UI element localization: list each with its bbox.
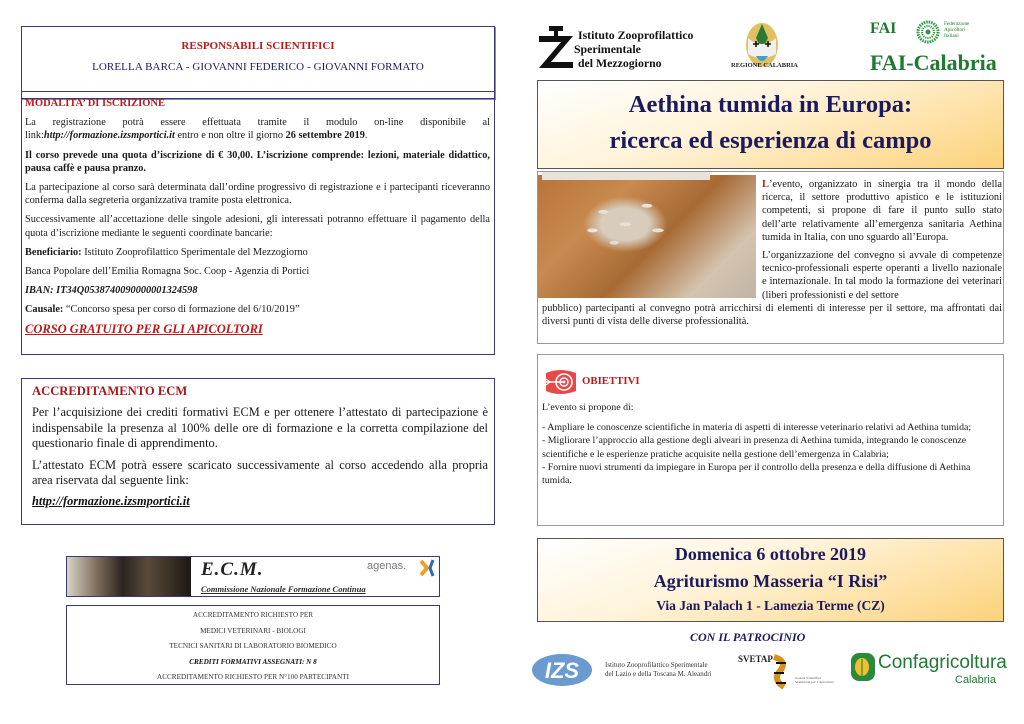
larvae-photo-frame: [542, 172, 710, 180]
ecm-banner: [66, 556, 440, 597]
fee-amount: € 30,00: [218, 149, 251, 161]
ecm-box: [21, 378, 495, 525]
title-box: [537, 80, 1004, 169]
fai-fed-line: Italiani: [944, 33, 959, 39]
obiettivi-list: [542, 421, 998, 487]
ecm-painting-image: [67, 557, 191, 596]
accr-line: ACCREDITAMENTO RICHIESTO PER N°100 PARTECIPANTI: [157, 673, 349, 682]
obiettivo-item: - Fornire nuovi strumenti da impiegare in Europa per il controllo della presenza e della diffusione di Aethina tumida.: [542, 461, 971, 487]
izs-lazio-logo-icon: [531, 652, 593, 688]
izs-mezzogiorno-name: [574, 28, 694, 70]
causale-label: Causale:: [25, 304, 64, 316]
intro-p1-text: ’evento, organizzato in sinergia tra il mondo della ricerca, il settore produttivo apistico e le istituzioni competenti, si propone di fare il punto sullo stato dell’arte relativamente all’emergenza sanitaria Aethina tumida in Italia, con uno sguardo all’Europa.: [762, 179, 1002, 243]
agenas-logo-icon: [419, 559, 437, 577]
svetap-sub-line: Veterinaria per l’Apicoltura: [795, 680, 834, 684]
confagricoltura-logo-icon: [850, 652, 876, 682]
confagricoltura-name: Confagricoltura: [878, 652, 1007, 673]
intro-p3: pubblico) partecipanti al convegno potrà arricchirsi di elementi di interesse per il settore, ma affrontati dai diversi punti di vista delle diverse professionalità.: [542, 303, 1002, 328]
intro-p2: L’organizzazione del convegno si avvale di competenze tecnico-professionali esperte operanti a livello nazionale e internazionale. In tal modo la formazione dei veterinari (liberi professionisti e del settore: [762, 250, 1002, 301]
fai-calabria-title: FAI-Calabria: [870, 50, 997, 75]
registration-deadline: 26 settembre 2019: [285, 130, 365, 142]
crediti-assegnati: CREDITI FORMATIVI ASSEGNATI: N 8: [189, 657, 317, 666]
ecm-heading: ACCREDITAMENTO ECM: [32, 384, 188, 398]
iban: IBAN: IT34Q0538740090000001324598: [25, 285, 198, 297]
svetap-name: SVETAP: [738, 654, 773, 664]
causale: [25, 303, 490, 316]
causale-value: “Concorso spesa per corso di formazione del 6/10/2019”: [63, 304, 300, 316]
obiettivi-heading: OBIETTIVI: [582, 375, 640, 387]
obiettivo-item: - Ampliare le conoscenze scientifiche in materia di aspetti di interesse veterinario relativi ad Aethina tumida;: [542, 422, 972, 433]
accr-line: TECNICI SANITARI DI LABORATORIO BIOMEDICO: [169, 642, 337, 651]
agenas-logo-text: agenas.: [367, 560, 407, 572]
iscrizione-p4: Successivamente all’accettazione delle singole adesioni, gli interessati potranno effettuare il pagamento della quota d’iscrizione mediante le seguenti coordinate bancarie:: [25, 214, 490, 239]
fai-ring-logo-icon: [916, 20, 940, 44]
svetap-sub-line: Società Scientifica: [795, 676, 822, 680]
obiettivo-item: - Migliorare l’approccio alla gestione degli alveari in presenza di Aethina tumida, integrando le conoscenze scientifiche e le esperienze pratiche acquisite nella gestione dell’emergenza in Calabria;: [542, 435, 967, 460]
fai-fed-line: Federazione: [944, 21, 970, 27]
iscrizione-box: [21, 91, 495, 355]
target-arrow-icon: [542, 367, 578, 397]
main-title-line2: ricerca ed esperienza di campo: [609, 127, 932, 154]
izs-lazio-line: del Lazio e della Toscana M. Aleandri: [605, 670, 712, 678]
responsabili-names: LORELLA BARCA - GIOVANNI FEDERICO - GIOVANNI FORMATO: [92, 61, 424, 73]
fai-fed-line: Apicoltori: [944, 27, 966, 33]
event-info-box: [537, 538, 1004, 622]
beneficiario-value: Istituto Zooprofilattico Sperimentale del Mezzogiorno: [81, 246, 308, 258]
event-address: Via Jan Palach 1 - Lamezia Terme (CZ): [656, 598, 885, 613]
patrocinio-heading: CON IL PATROCINIO: [690, 630, 806, 644]
obiettivi-intro: L’evento si propone di:: [542, 402, 634, 413]
accreditamento-box: [66, 605, 440, 685]
regione-calabria-label: REGIONE CALABRIA: [731, 62, 798, 69]
izs-line: Istituto Zooprofilattico: [578, 28, 694, 42]
izs-lazio-line: Istituto Zooprofilattico Sperimentale: [605, 661, 708, 669]
banca: Banca Popolare dell’Emilia Romagna Soc. Coop - Agenzia di Portici: [25, 266, 310, 278]
ecm-banner-title: E.C.M.: [201, 559, 264, 580]
iscrizione-p3: La partecipazione al corso sarà determinata dall’ordine progressivo di registrazione e i partecipanti riceveranno conferma dalla segreteria organizzativa tramite posta elettronica.: [25, 182, 490, 207]
iscrizione-heading: MODALITA’ DI ISCRIZIONE: [25, 98, 166, 109]
izs-lazio-name: [605, 661, 711, 679]
intro-p1: [762, 178, 1002, 244]
beneficiario-label: Beneficiario:: [25, 246, 82, 258]
iscrizione-p1-text: La registrazione potrà essere effettuata tramite il modulo on-line disponibile al link:: [25, 117, 490, 142]
responsabili-box: [21, 26, 495, 99]
svetap-bee-logo-icon: [770, 653, 790, 691]
izs-mezzogiorno-logo-icon: [537, 24, 575, 70]
beneficiario: [25, 246, 490, 259]
iscrizione-p1-mid: entro e non oltre il giorno: [174, 130, 286, 142]
svetap-subtitle: [795, 676, 834, 684]
responsabili-heading: RESPONSABILI SCIENTIFICI: [181, 40, 335, 52]
ecm-p1: Per l’acquisizione dei crediti formativi ECM e per ottenere l’attestato di partecipazione è indispensabile la presenza al 100% delle ore di formazione e la corretta compilazione del questionario finale di apprendimento.: [32, 405, 488, 451]
iscrizione-p2: [25, 149, 490, 175]
fee-text-b: . L’iscrizione comprende: lezioni, materiale didattico, pausa caffè e pausa pranzo.: [25, 149, 490, 174]
ecm-banner-subtitle: Commissione Nazionale Formazione Continua: [201, 584, 366, 594]
intro-dropcap: L: [762, 179, 769, 190]
accr-line: MEDICI VETERINARI - BIOLOGI: [200, 626, 306, 635]
free-course-notice: CORSO GRATUITO PER GLI APICOLTORI: [25, 321, 263, 336]
ecm-p2: L’attestato ECM potrà essere scaricato successivamente al corso accedendo alla propria area riservata dal seguente link:: [32, 457, 488, 488]
event-date: Domenica 6 ottobre 2019: [674, 544, 867, 564]
izs-line: del Mezzogiorno: [578, 56, 662, 70]
ecm-link[interactable]: http://formazione.izsmportici.it: [32, 494, 190, 509]
confagricoltura-region: Calabria: [955, 674, 996, 686]
intro-box: [537, 171, 1004, 344]
iscrizione-p1-end: .: [364, 130, 368, 142]
registration-link[interactable]: http://formazione.izsmportici.it: [43, 130, 175, 142]
fee-text-a: Il corso prevede una quota d’iscrizione di: [25, 149, 219, 161]
izs-line: Sperimentale: [574, 42, 641, 56]
fai-federazione: [944, 21, 969, 39]
larvae-photo: [538, 175, 756, 298]
iscrizione-p1: [25, 116, 490, 142]
accr-line: ACCREDITAMENTO RICHIESTO PER: [192, 611, 314, 619]
event-venue: Agriturismo Masseria “I Risi”: [653, 571, 888, 591]
obiettivi-box: [537, 354, 1004, 526]
main-title-line1: Aethina tumida in Europa:: [628, 91, 913, 118]
fai-logo-text: FAI: [870, 20, 897, 37]
svg-text:IZS: IZS: [544, 658, 580, 683]
